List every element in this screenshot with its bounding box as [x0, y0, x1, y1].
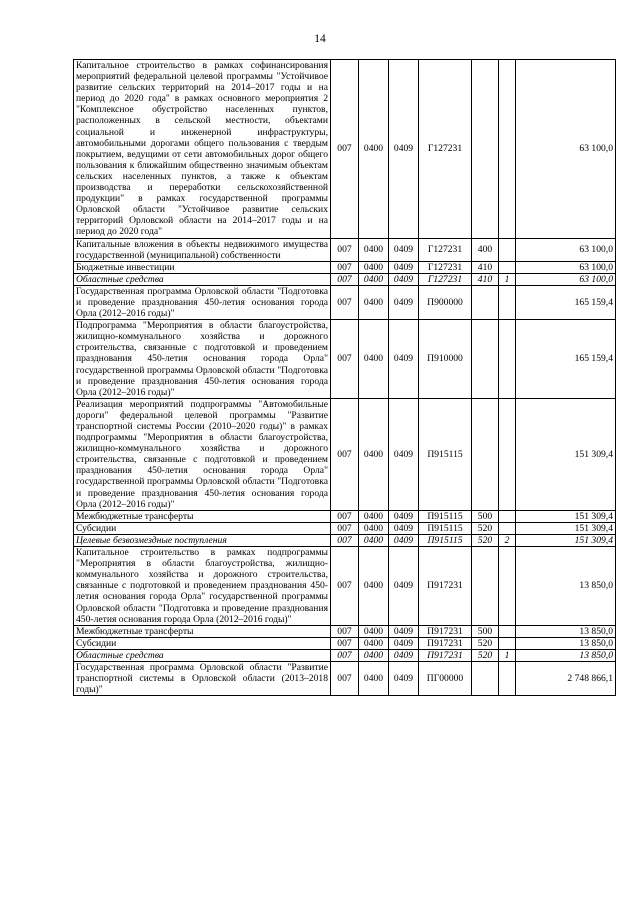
- expense-type-cell: 520: [472, 534, 499, 546]
- subsection-code-cell: 0409: [389, 238, 419, 261]
- amount-cell: 165 159,4: [516, 285, 616, 319]
- ministry-code-cell: 007: [331, 273, 359, 285]
- ministry-code-cell: 007: [331, 637, 359, 649]
- section-code-cell: 0400: [359, 285, 389, 319]
- amount-cell: 63 100,0: [516, 273, 616, 285]
- target-article-cell: Г127231: [419, 261, 472, 273]
- amount-cell: 13 850,0: [516, 649, 616, 661]
- section-code-cell: 0400: [359, 273, 389, 285]
- row-name-cell: Подпрограмма "Мероприятия в области благоустройства, жилищно-коммунального хозяйства и дорожного строительства, связанные с подготовкой и проведением празднования 450-летия основания города Орла" государственной программы Орловской области "Подготовка и проведение празднования 450-летия основания города Орла (2012–2016 годы)": [74, 320, 331, 399]
- ministry-code-cell: 007: [331, 398, 359, 510]
- row-name-cell: Областные средства: [74, 273, 331, 285]
- subsection-code-cell: 0409: [389, 320, 419, 399]
- row-name-cell: Государственная программа Орловской области "Подготовка и проведение празднования 450-летия основания города Орла (2012–2016 годы)": [74, 285, 331, 319]
- funding-source-cell: [499, 261, 516, 273]
- section-code-cell: 0400: [359, 547, 389, 626]
- table-row: [74, 238, 616, 261]
- funding-source-cell: [499, 522, 516, 534]
- row-name-cell: Субсидии: [74, 637, 331, 649]
- expense-type-cell: [472, 60, 499, 239]
- funding-source-cell: [499, 398, 516, 510]
- subsection-code-cell: 0409: [389, 273, 419, 285]
- target-article-cell: Г127231: [419, 273, 472, 285]
- table-row: [74, 398, 616, 510]
- funding-source-cell: [499, 547, 516, 626]
- table-row: [74, 534, 616, 546]
- subsection-code-cell: 0409: [389, 637, 419, 649]
- target-article-cell: П915115: [419, 398, 472, 510]
- expense-type-cell: 410: [472, 261, 499, 273]
- target-article-cell: П910000: [419, 320, 472, 399]
- amount-cell: 13 850,0: [516, 625, 616, 637]
- ministry-code-cell: 007: [331, 60, 359, 239]
- table-row: [74, 625, 616, 637]
- budget-table-body: [74, 60, 616, 696]
- expense-type-cell: 400: [472, 238, 499, 261]
- table-row: [74, 261, 616, 273]
- expense-type-cell: 500: [472, 625, 499, 637]
- section-code-cell: 0400: [359, 637, 389, 649]
- section-code-cell: 0400: [359, 510, 389, 522]
- section-code-cell: 0400: [359, 534, 389, 546]
- expense-type-cell: [472, 661, 499, 695]
- funding-source-cell: [499, 637, 516, 649]
- section-code-cell: 0400: [359, 522, 389, 534]
- funding-source-cell: [499, 60, 516, 239]
- target-article-cell: П915115: [419, 510, 472, 522]
- table-row: [74, 285, 616, 319]
- row-name-cell: Реализация мероприятий подпрограммы "Автомобильные дороги" федеральной целевой программы "Развитие транспортной системы России (2010–2020 годы)" в рамках подпрограммы "Мероприятия в области благоустройства, жилищно-коммунального хозяйства и дорожного строительства, связанные с подготовкой и проведением празднования 450-летия основания города Орла" государственной программы Орловской области "Подготовка и проведение празднования 450-летия основания города Орла (2012–2016 годы)": [74, 398, 331, 510]
- funding-source-cell: 2: [499, 534, 516, 546]
- section-code-cell: 0400: [359, 398, 389, 510]
- target-article-cell: П900000: [419, 285, 472, 319]
- funding-source-cell: [499, 625, 516, 637]
- ministry-code-cell: 007: [331, 261, 359, 273]
- subsection-code-cell: 0409: [389, 661, 419, 695]
- expense-type-cell: 500: [472, 510, 499, 522]
- ministry-code-cell: 007: [331, 238, 359, 261]
- expense-type-cell: [472, 398, 499, 510]
- row-name-cell: Межбюджетные трансферты: [74, 510, 331, 522]
- funding-source-cell: [499, 510, 516, 522]
- expense-type-cell: 520: [472, 649, 499, 661]
- funding-source-cell: [499, 238, 516, 261]
- subsection-code-cell: 0409: [389, 625, 419, 637]
- row-name-cell: Государственная программа Орловской области "Развитие транспортной системы в Орловской области (2013–2018 годы)": [74, 661, 331, 695]
- subsection-code-cell: 0409: [389, 285, 419, 319]
- amount-cell: 151 309,4: [516, 534, 616, 546]
- section-code-cell: 0400: [359, 625, 389, 637]
- section-code-cell: 0400: [359, 649, 389, 661]
- funding-source-cell: 1: [499, 649, 516, 661]
- amount-cell: 151 309,4: [516, 522, 616, 534]
- funding-source-cell: [499, 285, 516, 319]
- target-article-cell: П917231: [419, 649, 472, 661]
- row-name-cell: Капитальное строительство в рамках подпрограммы "Мероприятия в области благоустройства, жилищно-коммунального хозяйства и дорожного строительства, связанные с подготовкой и проведением празднования 450-летия основания города Орла" государственной программы Орловской области "Подготовка и проведение празднования 450-летия основания города Орла (2012–2016 годы)": [74, 547, 331, 626]
- subsection-code-cell: 0409: [389, 261, 419, 273]
- amount-cell: 165 159,4: [516, 320, 616, 399]
- row-name-cell: Субсидии: [74, 522, 331, 534]
- target-article-cell: П917231: [419, 547, 472, 626]
- section-code-cell: 0400: [359, 261, 389, 273]
- table-row: [74, 320, 616, 399]
- expense-type-cell: 520: [472, 637, 499, 649]
- amount-cell: 13 850,0: [516, 547, 616, 626]
- subsection-code-cell: 0409: [389, 547, 419, 626]
- row-name-cell: Межбюджетные трансферты: [74, 625, 331, 637]
- expense-type-cell: 520: [472, 522, 499, 534]
- target-article-cell: ПГ00000: [419, 661, 472, 695]
- subsection-code-cell: 0409: [389, 534, 419, 546]
- ministry-code-cell: 007: [331, 534, 359, 546]
- subsection-code-cell: 0409: [389, 398, 419, 510]
- amount-cell: 63 100,0: [516, 261, 616, 273]
- table-row: [74, 637, 616, 649]
- target-article-cell: П915115: [419, 534, 472, 546]
- amount-cell: 2 748 866,1: [516, 661, 616, 695]
- section-code-cell: 0400: [359, 661, 389, 695]
- funding-source-cell: 1: [499, 273, 516, 285]
- ministry-code-cell: 007: [331, 320, 359, 399]
- table-row: [74, 547, 616, 626]
- target-article-cell: П915115: [419, 522, 472, 534]
- expense-type-cell: 410: [472, 273, 499, 285]
- subsection-code-cell: 0409: [389, 510, 419, 522]
- row-name-cell: Целевые безвозмездные поступления: [74, 534, 331, 546]
- table-row: [74, 510, 616, 522]
- table-row: [74, 273, 616, 285]
- subsection-code-cell: 0409: [389, 60, 419, 239]
- target-article-cell: Г127231: [419, 238, 472, 261]
- amount-cell: 63 100,0: [516, 238, 616, 261]
- ministry-code-cell: 007: [331, 510, 359, 522]
- table-row: [74, 661, 616, 695]
- target-article-cell: П917231: [419, 625, 472, 637]
- page-number: 14: [314, 33, 326, 45]
- amount-cell: 151 309,4: [516, 510, 616, 522]
- table-row: [74, 649, 616, 661]
- row-name-cell: Бюджетные инвестиции: [74, 261, 331, 273]
- ministry-code-cell: 007: [331, 547, 359, 626]
- amount-cell: 63 100,0: [516, 60, 616, 239]
- funding-source-cell: [499, 320, 516, 399]
- subsection-code-cell: 0409: [389, 522, 419, 534]
- ministry-code-cell: 007: [331, 285, 359, 319]
- row-name-cell: Областные средства: [74, 649, 331, 661]
- expense-type-cell: [472, 320, 499, 399]
- expense-type-cell: [472, 285, 499, 319]
- ministry-code-cell: 007: [331, 649, 359, 661]
- funding-source-cell: [499, 661, 516, 695]
- section-code-cell: 0400: [359, 238, 389, 261]
- amount-cell: 151 309,4: [516, 398, 616, 510]
- table-row: [74, 60, 616, 239]
- target-article-cell: Г127231: [419, 60, 472, 239]
- table-row: [74, 522, 616, 534]
- amount-cell: 13 850,0: [516, 637, 616, 649]
- budget-table: [73, 59, 616, 696]
- target-article-cell: П917231: [419, 637, 472, 649]
- row-name-cell: Капитальное строительство в рамках софинансирования мероприятий федеральной целевой программы "Устойчивое развитие сельских территорий на 2014–2017 годы и на период до 2020 года" в рамках основного мероприятия 2 "Комплексное обустройство населенных пунктов, расположенных в сельской местности, объектами социальной и инженерной инфраструктуры, автомобильными дорогами общего пользования с твердым покрытием, ведущими от сети автомобильных дорог общего пользования к ближайшим общественно значимым объектам сельских населенных пунктов, а также к объектам производства и переработки сельскохозяйственной продукции" в рамках государственной программы Орловской области "Устойчивое развитие сельских территорий Орловской области на 2014–2017 годы и на период до 2020 года": [74, 60, 331, 239]
- ministry-code-cell: 007: [331, 625, 359, 637]
- section-code-cell: 0400: [359, 60, 389, 239]
- expense-type-cell: [472, 547, 499, 626]
- row-name-cell: Капитальные вложения в объекты недвижимого имущества государственной (муниципальной) собственности: [74, 238, 331, 261]
- ministry-code-cell: 007: [331, 522, 359, 534]
- subsection-code-cell: 0409: [389, 649, 419, 661]
- ministry-code-cell: 007: [331, 661, 359, 695]
- section-code-cell: 0400: [359, 320, 389, 399]
